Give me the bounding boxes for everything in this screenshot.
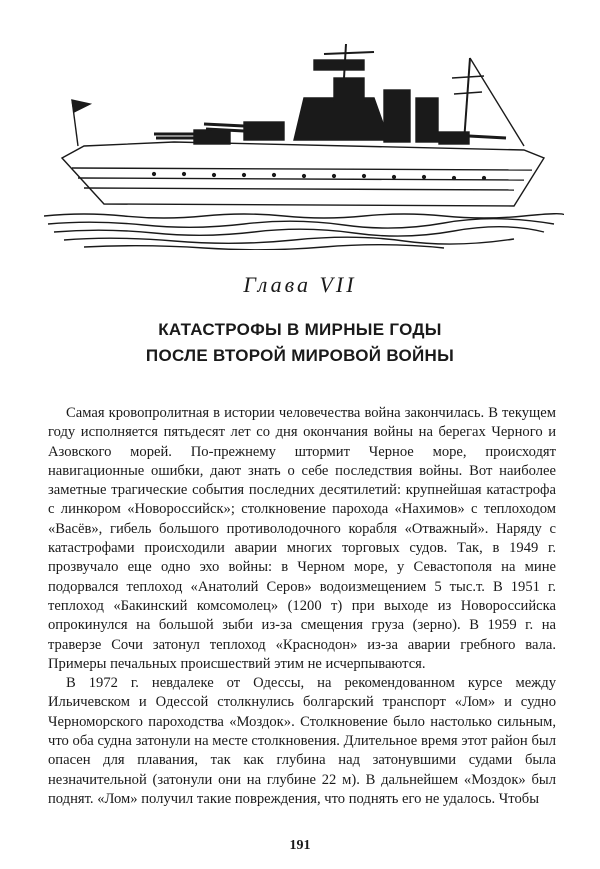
page-number: 191: [289, 838, 311, 853]
battleship-illustration: [44, 38, 564, 250]
chapter-heading: Глава VII: [243, 272, 357, 297]
chapter-title-line-2: ПОСЛЕ ВТОРОЙ МИРОВОЙ ВОЙНЫ: [145, 346, 455, 365]
paragraph: Самая кровопролитная в истории человечества война закончилась. В текущем году исполняется пятьдесят лет со дня окончания войны на берегах Черного и Азовского морей. По-прежнему штормит Черное море, происходят навигационные ошибки, дают знать о себе последствия войны. Вот наиболее заметные трагические события последних десятилетий: крупнейшая катастрофа с линкором «Новороссийск»; столкновение парохода «Нахимов» с теплоходом «Васёв», гибель большого противолодочного корабля «Отважный». Наряду с катастрофами происходили аварии многих торговых судов. Так, в 1949 г. прозвучало еще одно эхо войны: в Черном море, у Севастополя на мине подорвался теплоход «Анатолий Серов» водоизмещением 5 тыс.т. В 1951 г. теплоход «Бакинский комсомолец» (1200 т) при выходе из Новороссийска опрокинулся на большой зыби из-за смещения груза (зерно). В 1959 г. на траверзе Сочи затонул теплоход «Краснодон» из-за аварии гребного вала. Примеры печальных происшествий этим не исчерпываются.: [48, 405, 556, 672]
chapter-title-line-1: КАТАСТРОФЫ В МИРНЫЕ ГОДЫ: [158, 320, 442, 339]
battleship-icon: [44, 38, 564, 250]
paragraph: В 1972 г. невдалеке от Одессы, на рекомендованном курсе между Ильичевском и Одессой столкнулись болгарский транспорт «Лом» и судно Черноморского пароходства «Моздок». Столкновение было настолько сильным, что оба судна затонули на месте столкновения. Длительное время этот район был опасен для плавания, так как глубина над затонувшими судами была незначительной (затонули они на глубине 22 м). В дальнейшем «Моздок» был поднят. «Лом» получил такие повреждения, что поднять его не удалось. Чтобы: [48, 675, 556, 807]
body-text: [48, 404, 556, 809]
